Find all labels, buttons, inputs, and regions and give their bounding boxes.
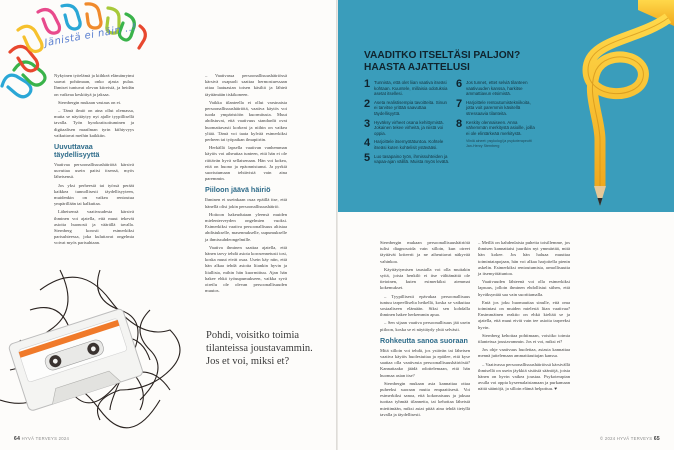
box-source-note: Viiniä aineet: psykologi ja psykoterapeutti Jan-Henry Sternberg	[466, 139, 532, 148]
tip-number: 5	[364, 151, 371, 164]
paragraph: – Vaativassa persoonallisuushäiriössä kärsivä osapuoli saattaa hermostuessaan ottaa laatuasian toisen käsiltä ja lähteä täyttämään tiskikoneen.	[205, 73, 287, 97]
page-folio-left	[14, 436, 69, 442]
tip-item	[364, 117, 450, 137]
tip-item	[456, 97, 538, 117]
tips-list-left	[364, 80, 450, 168]
tip-number: 3	[364, 117, 371, 130]
page-number: 64	[14, 436, 21, 442]
paragraph: Sternbergin mukaan asia kannattaa ottaa puheeksi suoraan mutta empaattisesti. Voi esimerkiksi sanoa, että kokonaisuus ja jaksaa tuottaa tyhmää tilannetta, tai kehottaa läheistä miettimään, miksi asiat pitää aina tehdä tietyllä tavalla ja täydellisesti.	[380, 380, 470, 417]
paragraph: – Sen sijaan vaativa persoonallisuus jää usein piiloon, koska se ei näyttäydy yhtä selvästi.	[380, 320, 470, 332]
tip-number: 1	[364, 78, 371, 90]
tip-item	[364, 80, 450, 97]
tip-item	[456, 80, 538, 97]
section-heading: Rohkeutta sanoa suoraan	[380, 335, 468, 345]
paragraph: Sternberg kehottaa pohtimaan, voisitko toimia tilanteissa joustavammin. Jos et voi, miksi et?	[478, 332, 570, 345]
paragraph: Ihminen ei useinkaan osaa epäillä itse, että hänellä olisi jokin persoonallisuushäiriö.	[205, 197, 287, 209]
tip-number: 7	[456, 97, 463, 110]
handwritten-note: Jänistä ei näin ..!	[43, 21, 138, 50]
paragraph: Herkällä lapsella vaativan vanhemman käytös voi aiheuttaa tunteen, että hän ei ole riittävän hyvä sellaisenaan. Hän voi kokea, että on huono ja epäonnistunut. Ja pyrkiä suoriutumaan tehtävistä vain aina paremmin.	[205, 145, 287, 182]
paragraph: Käyttäytymisen taustalla voi olla muitakin syitä, joista henkilö ei itse välttämättä ole tietoinen, kuten esimerkiksi aiemmat kokemukset.	[380, 266, 470, 291]
box-title: VAADITKO ITSELTÄSI PALJON? HAASTA AJATTELUSI	[364, 50, 521, 73]
tip-text: Harjoittele itsemyötätuntoa. Kohtele itseäsi kuten kohtelisit ystävääsi.	[374, 139, 444, 150]
paragraph: Jos ohje vaativuus huolettaa, asiasta kannattaa mennä juttelemaan ammattiauttajan kanssa.	[478, 347, 570, 359]
tips-list-right	[456, 80, 538, 149]
tip-text: Keskity olennaiseen. Anna vähemmän merkitystä asioille, joilla ei ole elintärkeää merkitystä.	[466, 119, 535, 136]
section-heading: Piiloon jäävä häiriö	[205, 185, 271, 195]
right-column-2	[478, 240, 570, 395]
paragraph: Entä jos joku huomauttaa sinulle, että oma toimintasi on muiden mielestä liian vaativaa? Ensimmäinen reaktio on ehkä kieltää se ja ajatella, että muut eivät vain tee asioita tarpeeksi hyvin.	[478, 299, 570, 330]
paragraph: Jos yksi perheestä tai työssä peräät kaikkea tunnollisesti täydellisyyteen, muidenkin on vaikea rentoutua ympärillään tai kalkuttaa.	[54, 182, 134, 207]
tip-text: Jos tunnet, ettet selviä tilanteen vaativuuden kanssa, harkitse ammattiavun etsimistä.	[466, 80, 528, 97]
right-page	[338, 0, 674, 450]
tips-box	[338, 0, 674, 212]
tip-number: 6	[456, 78, 463, 90]
left-column-2	[205, 73, 287, 297]
folio-text: HYVÄ TERVEYS 2024	[21, 436, 70, 441]
paragraph: Vaativa ihminen saattaa ajatella, että hänen tarvy tehdä asiota korosennetusti tosi, koska muut eivät osaa. Usein käy niin, että hän alkaa tehdä asioita liiankin hyvin ja liiallista, mihin hän kuormittuu. Ajan hän hakee ehkä työuupumukseen, vaikka syvä oireilu ole olevan persoonallisuuden muutos.	[205, 244, 287, 294]
tip-item	[364, 151, 450, 165]
paragraph: Vaativaa persoonallisuushäiriötä kärsivä uuvuttaa usein paitsi itsensä, myös läheisensä.	[54, 162, 134, 180]
paragraph: Vaativuuden lähteenä voi olla esimerkiksi lapsuus, jolloin ihminen ehdollistui siihen, että hyväksyntää saa vain suorittamalla.	[478, 279, 570, 297]
tip-text: Harjoittele rentoutumistekniikoita, jotta voit paremmin käsitellä stressaavia tilanteita.	[466, 99, 531, 116]
tip-text: Hyväksy virheet osana kehittymistä. Jokainen tekee virheitä, ja niistä voi oppia.	[374, 119, 444, 136]
pull-quote: Pohdi, voisitko toimia tilanteissa joustavammin. Jos et voi, miksi et?	[206, 330, 313, 367]
page-folio-right	[600, 436, 660, 442]
tip-item	[456, 117, 538, 137]
paragraph: Mitä silloin voi tehdä, jos ystävän tai läheisen vaativa käytös huolestuttaa ja epäilee, että kyse saattaa olla vaativasta persoonallisuushäiriöstä? Kannattaako jäädä odottelemaan, että hän huomaa asian itse?	[380, 347, 470, 378]
tip-item	[364, 139, 450, 150]
paragraph: – Tyypillisesti epävakaa persoonallisuus tuntuu tarpeelliselta hetkellä, koska se vaikuttaa sosiaaliseen elämään. Siksi sen kohdalla ihminen hakee herkemmin apua.	[380, 293, 470, 318]
paragraph: Hoitoon hakeudutaan yleensä muiden mielenterveyden ongelmien vuoksi. Esimerkiksi vaativa persoonallisuus altistaa ahdistukselle, masennukselle, uupumukselle ja ihmissuhdeongelmille.	[205, 211, 287, 242]
paragraph: Sternbergin mukaan vastaus on ei.	[58, 99, 122, 105]
paragraph: Sternbergin mukaan persoonallisuushäiriötä tulisi diagnosoida vain silloin, kun oireet täyttävät kriteerit ja ne aiheuttavat näkyvää vahinkoa.	[380, 240, 470, 264]
paragraph: – Vaativassa persoonallisuushäiriössä kärsivällä ihmisellä on usein jäykkiä sisäisiä sääntöjä, joista hänen on hyvin vaikea joustaa. Psykoterapian avulla voi oppia kyseenalaistamaan ja purkamaan näitä sääntöjä, ja silloin elämä helpottuu. ♥	[478, 361, 570, 392]
left-column-1	[54, 73, 134, 249]
left-page	[0, 0, 336, 450]
paragraph: Nykyinen työelämä ja kiihkeä elämänrytmi saavat pohtimaan, onko ajasta pulaa. Ihmiset tuntuvat olevan kiireisiä, ja heidän on vaikeaa keskittyä ja jaksaa.	[54, 73, 134, 97]
tip-item	[364, 97, 450, 117]
paragraph: Vaikka tilanteella ei ollut varsinaista persoonallisuushäiriötä, vaativa käytös voi tuoda ympäristöön kuormitusta. Muut ahdistuvat, että vaativuus standardit ovat huomattavasti korkeat ja niihin on vaikea yltää. Tämä voi taata kylvää esimerkiksi perheen tai työpaikan ilmapiiriin.	[205, 99, 287, 143]
tip-text: Aseta realistisempia tavoitteita. Sinun ei tarvitse yrittää saavuttaa täydellisyyttä.	[374, 99, 447, 116]
page-number: 65	[653, 436, 660, 442]
cassette-tape-illustration	[0, 250, 205, 440]
tip-text: Tunnista, että olet liian vaativa itseäsi kohtaan. Kuuntele, millaisia odotuksia asetat itsellesi.	[374, 80, 448, 97]
tip-number: 8	[456, 117, 463, 130]
paragraph: – Meillä on kahdenlaisia puheita toisillemme, jos ihmisen kannattaisi juurikin nyt ymmärtää, mitä hän kokee. Jos hän haluaa muuttaa toimintatapojaan, hän voi alkaa harjoitella pienin askelin. Esimerkiksi rentoutumista, armollisuutta ja itsemyötätuntoa.	[478, 240, 570, 277]
folio-text: © 2024 HYVÄ TERVEYS	[599, 436, 653, 441]
section-heading: Uuvuttavaa täydellisyyttä	[54, 142, 100, 160]
paragraph: – Tämä ilmiö on aina ollut olemassa, mutta se näyttäytyy nyt ajalle tyypillisellä tavalla. Työn byrokratisoituminen ja digitaalisen maailman tyrin kiihtyvyys vaikuttavat meihin kaikkiin.	[54, 108, 134, 138]
right-column-1	[380, 240, 470, 420]
paragraph: Läheisensä vaativuudesta kärsivä ihminen voi ajatella, että muut tekevät asioita huonosti ja väärällä tavalla. Sternberg korosti esimerkiksi parisuhteessa, joka kuluttavat ongelmia voivat myös parisuhtaan.	[54, 209, 134, 246]
tip-number: 4	[364, 137, 371, 150]
tip-text: Luo tasapaino työn, ihmissuhteiden ja vapaa-ajan välillä. Muista myös levätä.	[374, 153, 450, 165]
tip-number: 2	[364, 97, 371, 110]
